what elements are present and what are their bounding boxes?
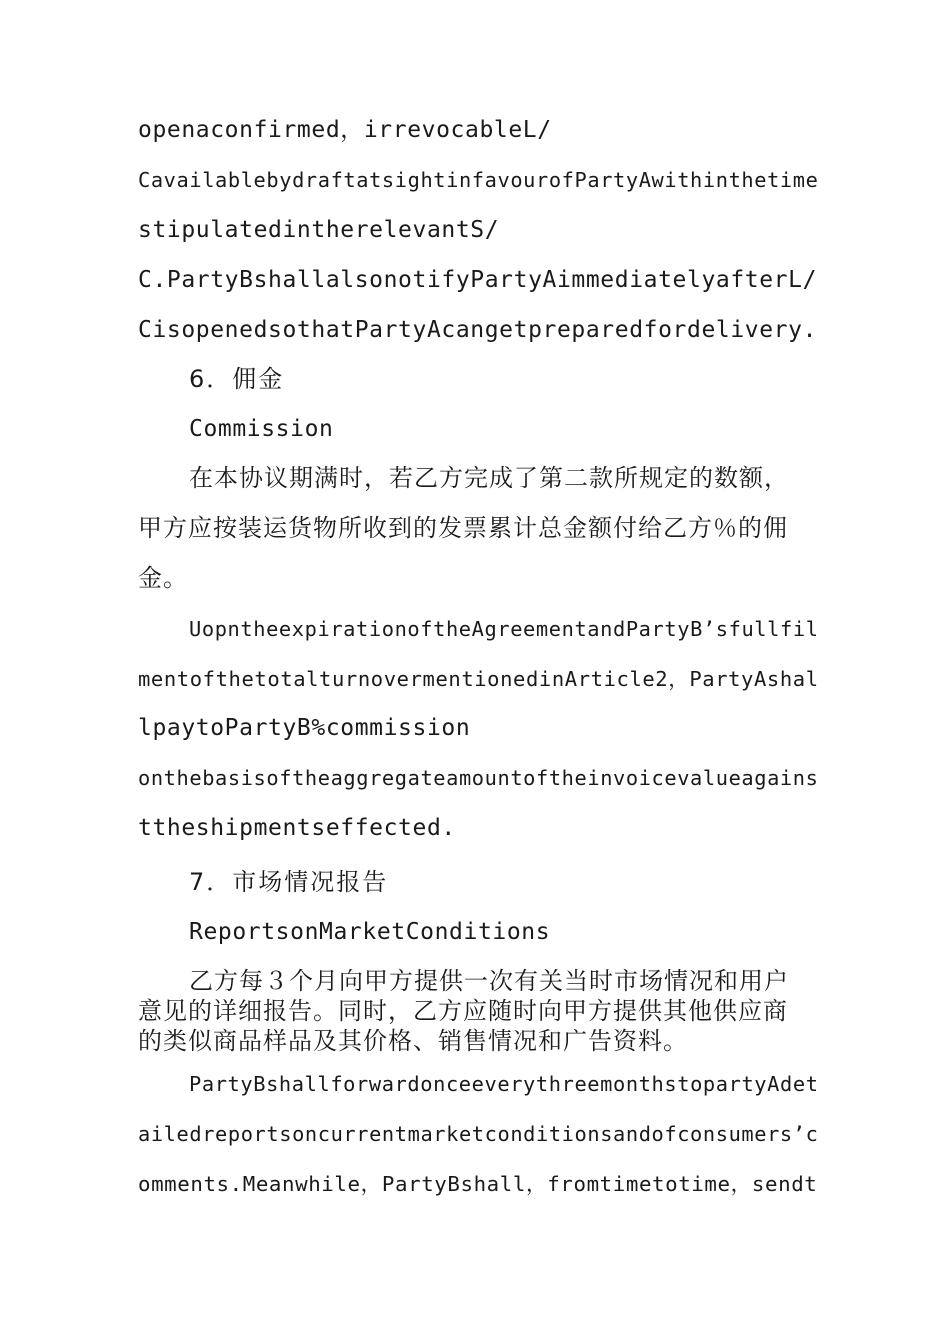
paragraph-line: CavailablebydraftatsightinfavourofPartyAwithinthetime <box>138 168 819 192</box>
paragraph-line: 金。 <box>138 564 188 592</box>
paragraph-line: 的类似商品样品及其价格、销售情况和广告资料。 <box>138 1027 688 1055</box>
section-heading-en: ReportsonMarketConditions <box>189 919 551 945</box>
paragraph-line: 在本协议期满时，若乙方完成了第二款所规定的数额， <box>189 464 789 492</box>
section-heading-en: Commission <box>189 416 334 442</box>
paragraph-line: 甲方应按装运货物所收到的发票累计总金额付给乙方％的佣 <box>138 514 788 542</box>
paragraph-line: onthebasisoftheaggregateamountoftheinvoicevalueagains <box>138 766 819 790</box>
paragraph-line: CisopenedsothatPartyAcangetpreparedfordelivery. <box>138 317 818 343</box>
paragraph-line: ttheshipmentseffected. <box>138 815 456 841</box>
paragraph-line: C.PartyBshallalsonotifyPartyAimmediatelyafterL/ <box>138 267 818 293</box>
paragraph-line: ailedreportsoncurrentmarketconditionsandofconsumers’c <box>138 1122 819 1146</box>
paragraph-line: omments.Meanwhile，PartyBshall，fromtimetotime，sendt <box>138 1172 818 1196</box>
paragraph-line: 乙方每３个月向甲方提供一次有关当时市场情况和用户 <box>189 967 789 995</box>
paragraph-line: openaconfirmed，irrevocableL/ <box>138 117 552 143</box>
paragraph-line: stipulatedintherelevantS/ <box>138 217 500 243</box>
paragraph-line: 意见的详细报告。同时，乙方应随时向甲方提供其他供应商 <box>138 997 788 1025</box>
section-heading: 6．佣金 <box>189 365 285 393</box>
paragraph-line: UopntheexpirationoftheAgreementandPartyB’sfullfil <box>189 617 819 641</box>
paragraph-line: PartyBshallforwardonceeverythreemonthstopartyAdet <box>189 1072 819 1096</box>
section-heading: 7．市场情况报告 <box>189 868 389 896</box>
paragraph-line: lpaytoPartyB%commission <box>138 715 471 741</box>
paragraph-line: mentofthetotalturnovermentionedinArticle2，PartyAshal <box>138 667 819 691</box>
